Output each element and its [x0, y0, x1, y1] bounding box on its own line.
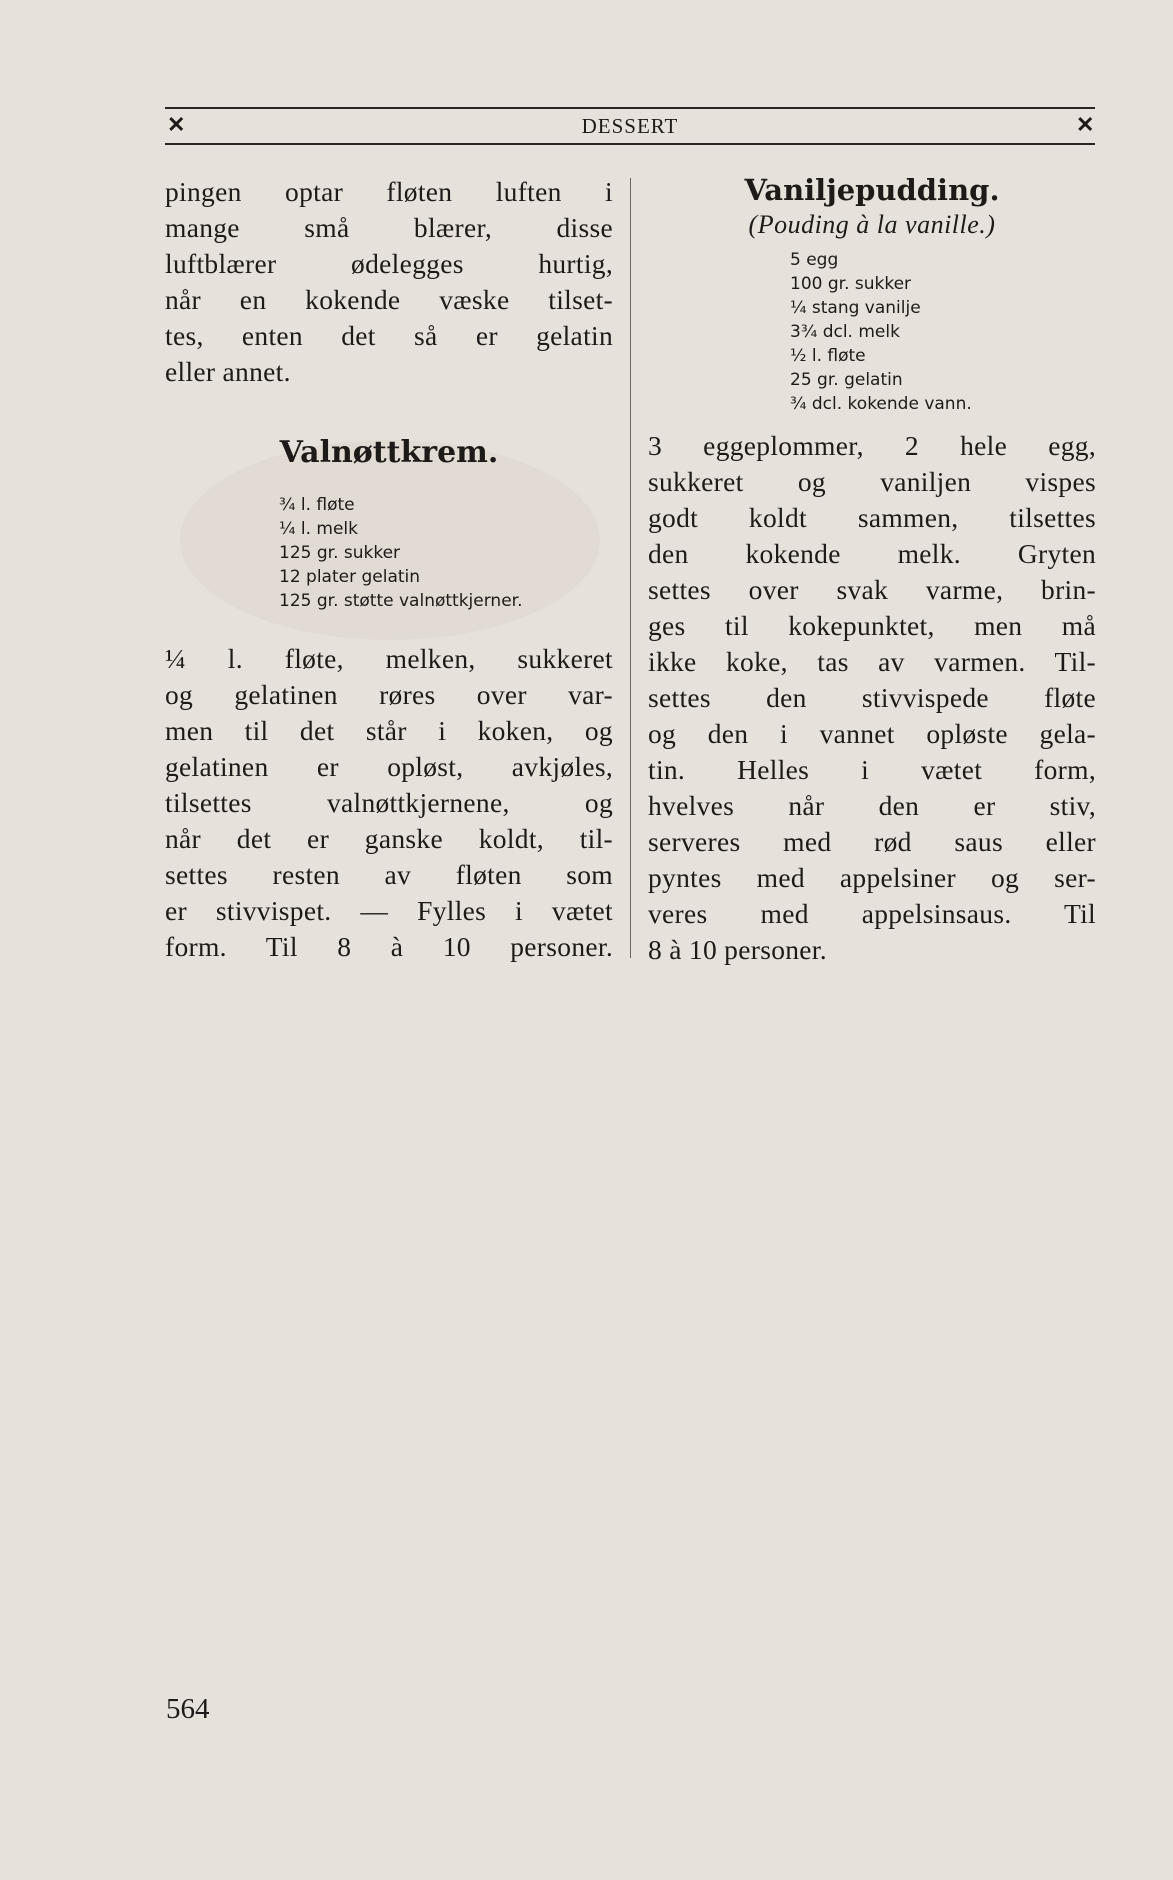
text-line: tes, enten det så er gelatin [165, 320, 613, 351]
text-line: settes den stivvispede fløte [648, 682, 1096, 713]
page-number: 564 [166, 1693, 210, 1725]
ingredient-item: 12 plater gelatin [279, 567, 421, 587]
recipe-subtitle-vaniljepudding: (Pouding à la vanille.) [748, 210, 996, 239]
ingredient-item: ¼ l. melk [279, 519, 358, 539]
text-line: men til det står i koken, og [165, 715, 613, 746]
header-ornament-left: ✕ [167, 112, 186, 138]
column-divider [630, 178, 631, 958]
ingredient-item: ¾ l. fløte [279, 495, 355, 515]
recipe-title-valnottkrem: Valnøttkrem. [279, 435, 499, 470]
text-line: settes resten av fløten som [165, 859, 613, 890]
text-line: når en kokende væske tilset- [165, 284, 613, 315]
text-line: mange små blærer, disse [165, 212, 613, 243]
ingredient-list-valnottkrem [279, 493, 613, 613]
text-line: er stivvispet. — Fylles i vætet [165, 895, 613, 926]
text-line: ¼ l. fløte, melken, sukkeret [165, 643, 613, 674]
left-column [165, 172, 613, 965]
text-line: pingen optar fløten luften i [165, 176, 613, 207]
text-line: 3 eggeplommer, 2 hele egg, [648, 430, 1096, 461]
text-line: gelatinen er opløst, avkjøles, [165, 751, 613, 782]
ingredient-item: ½ l. fløte [790, 346, 866, 366]
text-line: luftblærer ødelegges hurtig, [165, 248, 613, 279]
right-column [648, 172, 1096, 968]
ingredient-item: 100 gr. sukker [790, 274, 912, 294]
text-line: og gelatinen røres over var- [165, 679, 613, 710]
ingredient-item: ¾ dcl. kokende vann. [790, 394, 972, 414]
header-ornament-right: ✕ [1076, 112, 1095, 138]
text-line: veres med appelsinsaus. Til [648, 898, 1096, 929]
ingredient-item: ¼ stang vanilje [790, 298, 921, 318]
ingredient-item: 125 gr. støtte valnøttkjerner. [279, 591, 523, 611]
text-line: den kokende melk. Gryten [648, 538, 1096, 569]
text-line: hvelves når den er stiv, [648, 790, 1096, 821]
text-line: settes over svak varme, brin- [648, 574, 1096, 605]
ingredient-item: 125 gr. sukker [279, 543, 401, 563]
text-line: sukkeret og vaniljen vispes [648, 466, 1096, 497]
running-header-title: DESSERT [581, 114, 679, 138]
text-line: 8 à 10 personer. [648, 934, 827, 965]
text-line: ges til kokepunktet, men må [648, 610, 1096, 641]
header-rule-bottom [165, 143, 1095, 145]
ingredient-item: 5 egg [790, 250, 839, 270]
ingredient-item: 25 gr. gelatin [790, 370, 903, 390]
text-line: pyntes med appelsiner og ser- [648, 862, 1096, 893]
text-line: tin. Helles i vætet form, [648, 754, 1096, 785]
text-line: godt koldt sammen, tilsettes [648, 502, 1096, 533]
text-line: og den i vannet opløste gela- [648, 718, 1096, 749]
text-line: serveres med rød saus eller [648, 826, 1096, 857]
ingredient-item: 3¾ dcl. melk [790, 322, 900, 342]
header-rule-top [165, 107, 1095, 109]
text-line: eller annet. [165, 356, 291, 387]
method-paragraph-valnottkrem [165, 641, 613, 965]
intro-paragraph [165, 174, 613, 390]
text-line: form. Til 8 à 10 personer. [165, 931, 613, 962]
text-line: tilsettes valnøttkjernene, og [165, 787, 613, 818]
recipe-title-vaniljepudding: Vaniljepudding. [744, 173, 1000, 207]
method-paragraph-vaniljepudding [648, 428, 1096, 968]
ingredient-list-vaniljepudding [790, 248, 1096, 416]
text-line: ikke koke, tas av varmen. Til- [648, 646, 1096, 677]
text-line: når det er ganske koldt, til- [165, 823, 613, 854]
